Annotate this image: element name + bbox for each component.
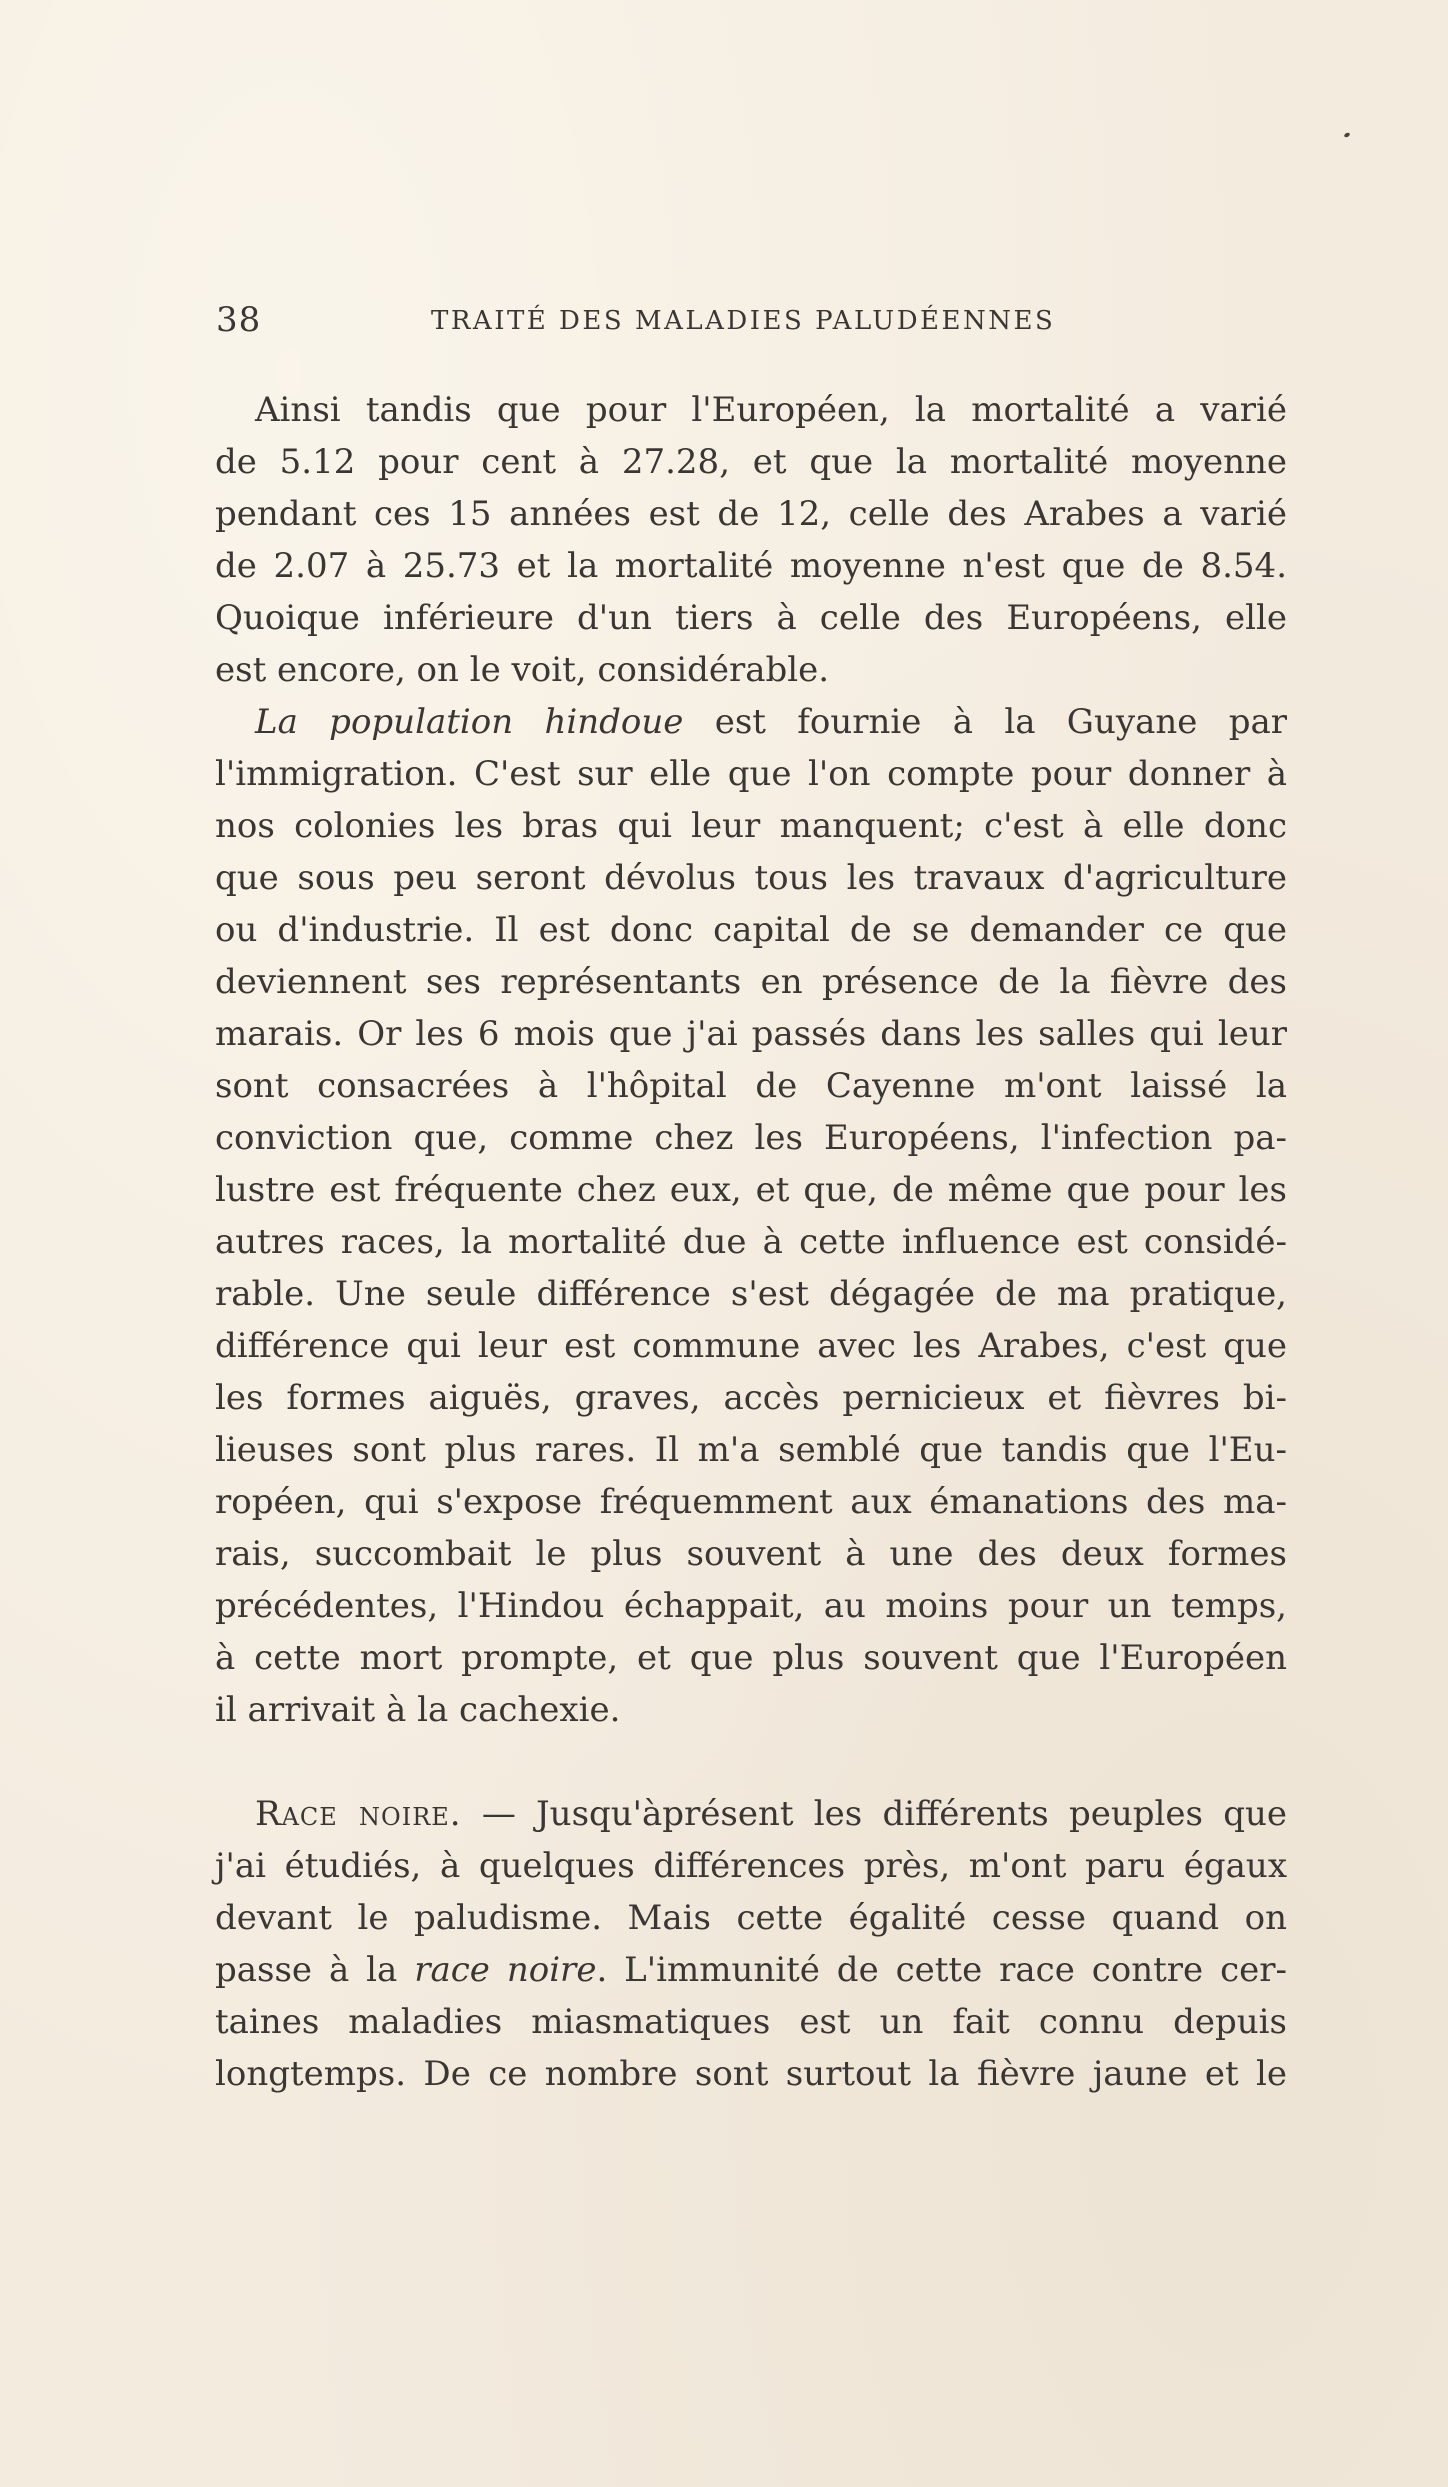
body-text	[215, 384, 1287, 2100]
text-line	[215, 1788, 1287, 1840]
text-line: Ainsi tandis que pour l'Européen, la mortalité a varié	[255, 390, 1287, 430]
text-line: lieuses sont plus rares. Il m'a semblé que tandis que l'Eu-	[215, 1430, 1287, 1470]
ink-speck	[1343, 132, 1350, 138]
text-line: rais, succombait le plus souvent à une des deux formes	[215, 1534, 1287, 1574]
text-line: sont consacrées à l'hôpital de Cayenne m'ont laissé la	[215, 1066, 1287, 1106]
text-line: de 2.07 à 25.73 et la mortalité moyenne n'est que de 8.54.	[215, 546, 1287, 586]
text-line: Quoique inférieure d'un tiers à celle des Européens, elle	[215, 598, 1287, 638]
text-line: pendant ces 15 années est de 12, celle des Arabes a varié	[215, 494, 1287, 534]
text-line: les formes aiguës, graves, accès pernicieux et fièvres bi-	[215, 1378, 1287, 1418]
text-fragment: passe à la	[215, 1950, 415, 1990]
text-line: ropéen, qui s'expose fréquemment aux émanations des ma-	[215, 1482, 1287, 1522]
text-line: conviction que, comme chez les Européens, l'infection pa-	[215, 1118, 1287, 1158]
text-line: il arrivait à la cachexie.	[215, 1690, 621, 1730]
text-fragment: est fournie à la Guyane par	[683, 702, 1287, 742]
italic-phrase: La population hindoue	[255, 702, 684, 742]
text-line: rable. Une seule différence s'est dégagée de ma pratique,	[215, 1274, 1287, 1314]
text-line	[215, 1944, 1287, 1996]
text-line: que sous peu seront dévolus tous les travaux d'agriculture	[215, 858, 1287, 898]
text-line: ou d'industrie. Il est donc capital de se demander ce que	[215, 910, 1287, 950]
italic-phrase: race noire	[414, 1950, 597, 1990]
text-line: différence qui leur est commune avec les Arabes, c'est que	[215, 1326, 1287, 1366]
text-line: taines maladies miasmatiques est un fait connu depuis	[215, 2002, 1287, 2042]
text-line: nos colonies les bras qui leur manquent; c'est à elle donc	[215, 806, 1287, 846]
text-line: l'immigration. C'est sur elle que l'on compte pour donner à	[215, 754, 1287, 794]
text-line: lustre est fréquente chez eux, et que, de même que pour les	[215, 1170, 1287, 1210]
page-number: 38	[216, 300, 262, 340]
text-line: à cette mort prompte, et que plus souvent que l'Européen	[215, 1638, 1287, 1678]
text-fragment: . L'immunité de cette race contre cer-	[596, 1950, 1288, 1990]
text-line: est encore, on le voit, considérable.	[215, 650, 830, 690]
text-line: autres races, la mortalité due à cette influence est considé-	[215, 1222, 1287, 1262]
text-line: précédentes, l'Hindou échappait, au moins pour un temps,	[215, 1586, 1287, 1626]
section-heading: Race noire.	[255, 1794, 462, 1834]
text-line: marais. Or les 6 mois que j'ai passés dans les salles qui leur	[215, 1014, 1287, 1054]
text-line: longtemps. De ce nombre sont surtout la fièvre jaune et le	[215, 2054, 1287, 2094]
text-line	[215, 696, 1287, 748]
page-header	[216, 300, 1288, 350]
text-line: deviennent ses représentants en présence de la fièvre des	[215, 962, 1287, 1002]
paragraph-gap	[215, 1736, 1287, 1788]
text-line: de 5.12 pour cent à 27.28, et que la mortalité moyenne	[215, 442, 1287, 482]
text-fragment: — Jusqu'àprésent les différents peuples que	[461, 1794, 1287, 1834]
running-title: TRAITÉ DES MALADIES PALUDÉENNES	[431, 306, 1056, 336]
text-line: j'ai étudiés, à quelques différences près, m'ont paru égaux	[215, 1846, 1287, 1886]
text-line: devant le paludisme. Mais cette égalité cesse quand on	[215, 1898, 1287, 1938]
